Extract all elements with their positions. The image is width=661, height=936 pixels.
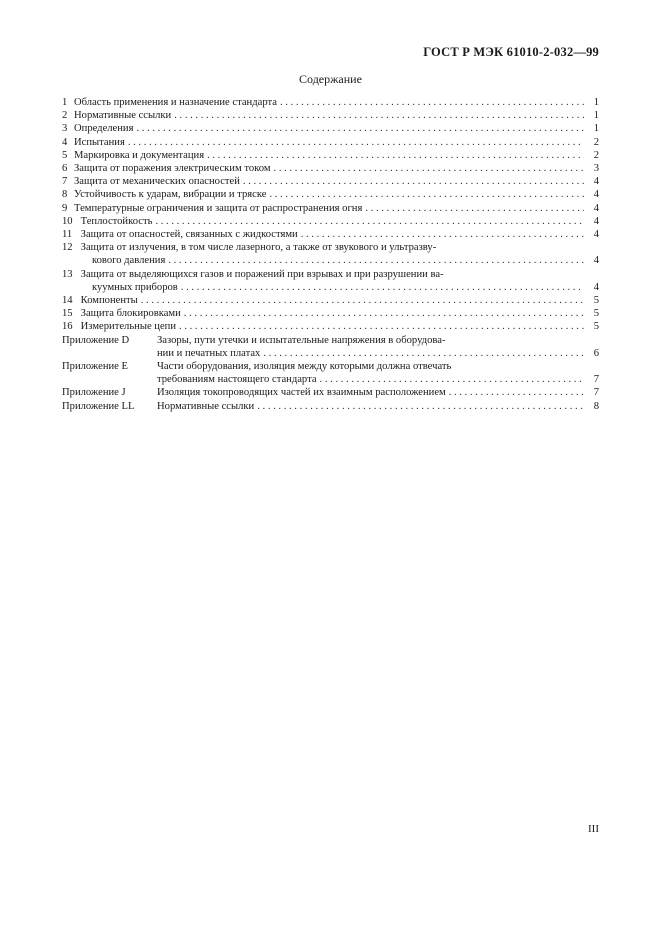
toc-entry-title: Определения [74, 123, 134, 135]
toc-entry-page: 1 [593, 110, 599, 122]
toc-entry-number: 6 [62, 163, 68, 175]
toc-entry-page: 3 [593, 163, 599, 175]
leader-dots [301, 228, 584, 241]
toc-entry-number: 7 [62, 176, 68, 188]
leader-dots [184, 307, 584, 320]
appendix-page: 7 [593, 374, 599, 386]
appendix-label: Приложение E [62, 361, 128, 373]
toc-entry-title: Измерительные цепи [80, 321, 177, 333]
toc-entry-title: Теплостойкость [80, 215, 153, 227]
toc-entry[interactable] [62, 202, 599, 215]
appendix-title: нии и печатных платах [157, 347, 261, 359]
toc-entry-number: 1 [62, 97, 68, 108]
toc-entry-number: 11 [62, 229, 73, 241]
leader-dots [207, 149, 584, 162]
toc-entry[interactable] [62, 215, 599, 228]
toc-entry-number: 12 [62, 242, 73, 254]
toc-entry-title: Защита от поражения электрическим током [74, 163, 271, 175]
leader-dots [141, 294, 584, 307]
appendix-entry[interactable] [62, 334, 599, 360]
leader-dots [274, 162, 584, 175]
toc-entry-number: 16 [62, 321, 73, 333]
toc-entry-page: 4 [593, 215, 599, 227]
toc-entry-number: 5 [62, 149, 68, 161]
toc-entry-title: Испытания [74, 136, 125, 148]
toc-entry-page: 4 [593, 202, 599, 214]
appendix-title-line1: Зазоры, пути утечки и испытательные напряжения в оборудова- [157, 334, 446, 346]
toc-entry-page: 4 [593, 281, 599, 293]
appendix-title-line1: Части оборудования, изоляция между которыми должна отвечать [157, 361, 452, 373]
toc-entry-number: 14 [62, 295, 73, 307]
toc-entry-page: 5 [593, 321, 599, 333]
toc-entry-page: 4 [593, 255, 599, 267]
toc-entry[interactable] [62, 307, 599, 320]
toc-entry[interactable] [62, 228, 599, 241]
toc-entry-title: Температурные ограничения и защита от распространения огня [74, 202, 363, 214]
document-code: ГОСТ Р МЭК 61010-2-032—99 [423, 45, 599, 59]
toc-entry-number: 2 [62, 110, 68, 122]
leader-dots [136, 122, 584, 135]
toc-entry-number: 13 [62, 268, 73, 280]
appendix-label: Приложение LL [62, 400, 135, 412]
toc-entry[interactable] [62, 188, 599, 201]
toc-entry-title: Область применения и назначение стандарта [74, 97, 277, 108]
leader-dots [155, 215, 584, 228]
page-number: III [588, 823, 599, 835]
toc-entry-number: 9 [62, 202, 68, 214]
appendix-entry[interactable] [62, 360, 599, 386]
leader-dots [128, 136, 584, 149]
leader-dots [280, 96, 584, 109]
toc-entry[interactable] [62, 109, 599, 122]
toc-entry[interactable] [62, 136, 599, 149]
toc-entry-page: 5 [593, 308, 599, 320]
leader-dots [263, 347, 584, 360]
toc-entry[interactable] [62, 294, 599, 307]
toc-title: Содержание [299, 72, 362, 86]
toc-entry-page: 2 [593, 149, 599, 161]
toc-entry-page: 2 [593, 136, 599, 148]
appendix-page: 7 [593, 387, 599, 399]
leader-dots [174, 109, 584, 122]
toc-entry[interactable] [62, 162, 599, 175]
appendix-entry[interactable] [62, 400, 599, 413]
toc-entry-number: 8 [62, 189, 68, 201]
leader-dots [449, 386, 584, 399]
leader-dots [168, 254, 584, 267]
toc-entry-number: 4 [62, 136, 68, 148]
leader-dots [181, 281, 584, 294]
toc-entry-title: кового давления [92, 255, 166, 267]
appendix-title: требованиям настоящего стандарта [157, 374, 317, 386]
toc-entry[interactable] [62, 241, 599, 267]
toc-entry-title: куумных приборов [92, 281, 178, 293]
leader-dots [365, 202, 584, 215]
appendix-entry[interactable] [62, 386, 599, 399]
table-of-contents [62, 96, 599, 413]
toc-entry-title: Устойчивость к ударам, вибрации и тряске [74, 189, 267, 201]
toc-entry-page: 4 [593, 229, 599, 241]
toc-entry-page: 4 [593, 176, 599, 188]
leader-dots [179, 320, 584, 333]
toc-entry-title: Защита от механических опасностей [74, 176, 240, 188]
leader-dots [243, 175, 584, 188]
toc-entry[interactable] [62, 320, 599, 333]
toc-entry-number: 15 [62, 308, 73, 320]
toc-entry-page: 5 [593, 295, 599, 307]
toc-entry-page: 4 [593, 189, 599, 201]
leader-dots [320, 373, 584, 386]
leader-dots [257, 400, 584, 413]
toc-entry-title-line1: Защита от выделяющихся газов и поражений при взрывах и при разрушении ва- [80, 268, 444, 280]
toc-entry-title: Защита блокировками [80, 308, 181, 320]
toc-entry[interactable] [62, 149, 599, 162]
appendix-page: 6 [593, 347, 599, 359]
leader-dots [269, 188, 584, 201]
toc-entry-title-line1: Защита от излучения, в том числе лазерного, а также от звукового и ультразву- [80, 242, 437, 254]
toc-entry[interactable] [62, 96, 599, 109]
toc-entry[interactable] [62, 268, 599, 294]
toc-entry[interactable] [62, 175, 599, 188]
toc-entry-number: 10 [62, 215, 73, 227]
toc-entry-title: Компоненты [80, 295, 138, 307]
toc-entry-title: Маркировка и документация [74, 149, 205, 161]
toc-entry-title: Защита от опасностей, связанных с жидкостями [80, 229, 298, 241]
appendix-label: Приложение J [62, 387, 126, 399]
toc-entry-page: 1 [593, 97, 599, 108]
toc-entry[interactable] [62, 122, 599, 135]
toc-entry-title: Нормативные ссылки [74, 110, 172, 122]
toc-entry-number: 3 [62, 123, 68, 135]
appendix-title: Нормативные ссылки [157, 400, 255, 412]
appendix-label: Приложение D [62, 334, 130, 346]
appendix-title: Изоляция токопроводящих частей их взаимным расположением [157, 387, 446, 399]
appendix-page: 8 [593, 400, 599, 412]
toc-entry-page: 1 [593, 123, 599, 135]
